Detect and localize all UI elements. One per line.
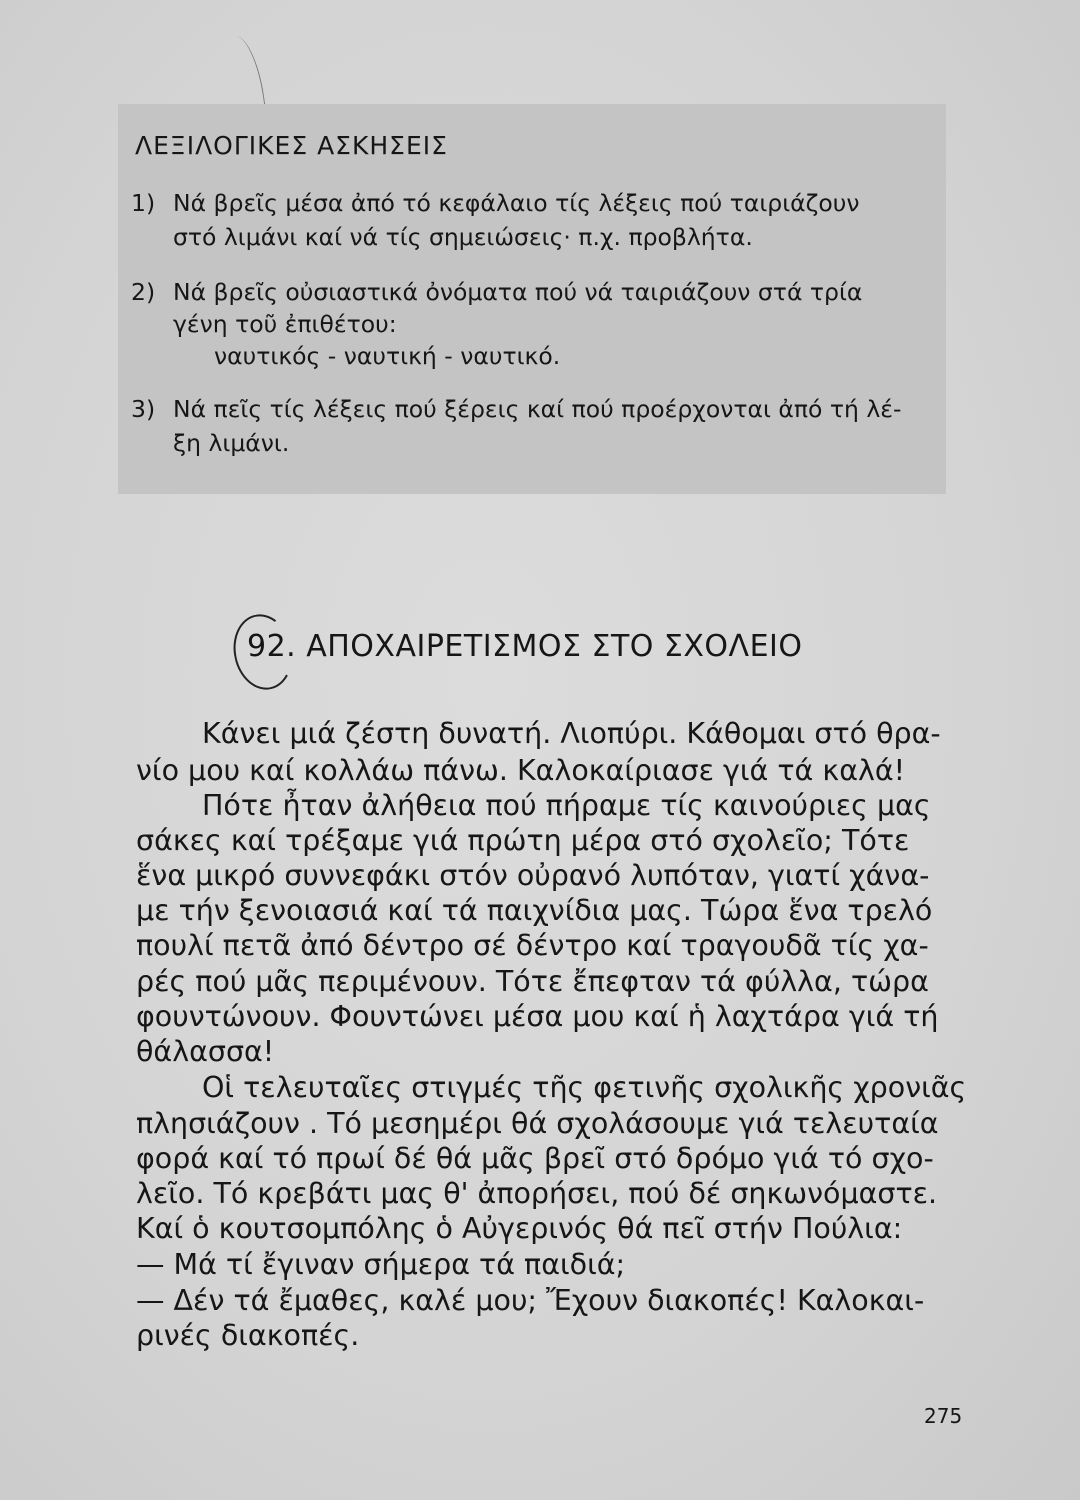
body-line-12: πλησιάζουν . Τό μεσημέρι θά σχολάσουμε γιά τελευταία: [136, 1107, 939, 1140]
chapter-title: ΑΠΟΧΑΙΡΕΤΙΣΜΟΣ ΣΤΟ ΣΧΟΛΕΙΟ: [306, 629, 803, 664]
body-line-5: ἕνα μικρό συννεφάκι στόν οὐρανό λυπόταν, γιατί χάνα-: [136, 859, 930, 892]
body-line-10: θάλασσα!: [136, 1035, 275, 1068]
body-line-4: σάκες καί τρέξαμε γιά πρώτη μέρα στό σχολεῖο; Τότε: [136, 824, 910, 857]
body-line-6: με τήν ξενοιασιά καί τά παιχνίδια μας. Τώρα ἕνα τρελό: [136, 894, 933, 927]
exercise-2-number: 2): [131, 278, 156, 306]
body-line-8: ρές πού μᾶς περιμένουν. Τότε ἔπεφταν τά φύλλα, τώρα: [136, 965, 929, 998]
page-number: 275: [924, 1404, 963, 1428]
exercise-3-number: 3): [131, 395, 156, 423]
body-line-11: Οἱ τελευταῖες στιγμές τῆς φετινῆς σχολικῆς χρονιᾶς: [202, 1071, 967, 1104]
body-line-9: φουντώνουν. Φουντώνει μέσα μου καί ἡ λαχτάρα γιά τή: [136, 1000, 939, 1033]
body-line-16: — Μά τί ἔγιναν σήμερα τά παιδιά;: [136, 1248, 626, 1281]
exercise-2-line-1: Νά βρεῖς οὐσιαστικά ὀνόματα πού νά ταιριάζουν στά τρία: [173, 278, 863, 306]
exercise-1-number: 1): [131, 189, 156, 217]
exercise-1-line-2: στό λιμάνι καί νά τίς σημειώσεις· π.χ. προβλήτα.: [173, 223, 753, 251]
body-line-1: Κάνει μιά ζέστη δυνατή. Λιοπύρι. Κάθομαι στό θρα-: [202, 717, 941, 750]
body-line-7: πουλί πετᾶ ἀπό δέντρο σέ δέντρο καί τραγουδᾶ τίς χα-: [136, 929, 929, 962]
body-line-13: φορά καί τό πρωί δέ θά μᾶς βρεῖ στό δρόμο γιά τό σχο-: [136, 1142, 934, 1175]
body-line-14: λεῖο. Τό κρεβάτι μας θ' ἀπορήσει, πού δέ σηκωνόμαστε.: [136, 1177, 938, 1210]
body-line-3: Πότε ἦταν ἀλήθεια πού πήραμε τίς καινούριες μας: [202, 789, 931, 822]
chapter-heading: [247, 629, 803, 664]
body-line-2: νίο μου καί κολλάω πάνω. Καλοκαίριασε γιά τά καλά!: [136, 754, 906, 787]
exercise-2-line-3: ναυτικός - ναυτική - ναυτικό.: [214, 342, 561, 370]
chapter-number: 92.: [247, 629, 297, 664]
exercise-1-line-1: Νά βρεῖς μέσα ἀπό τό κεφάλαιο τίς λέξεις πού ταιριάζουν: [173, 189, 860, 217]
exercise-3-line-2: ξη λιμάνι.: [173, 429, 290, 457]
body-line-15: Καί ὁ κουτσομπόλης ὁ Αὐγερινός θά πεῖ στήν Πούλια:: [136, 1212, 903, 1245]
body-line-18: ρινές διακοπές.: [136, 1319, 360, 1352]
exercise-2-line-2: γένη τοῦ ἐπιθέτου:: [173, 310, 397, 338]
exercise-title: ΛΕΞΙΛΟΓΙΚΕΣ ΑΣΚΗΣΕΙΣ: [135, 131, 448, 160]
exercise-3-line-1: Νά πεῖς τίς λέξεις πού ξέρεις καί πού προέρχονται ἀπό τή λέ-: [173, 395, 902, 423]
body-line-17: — Δέν τά ἔμαθες, καλέ μου; Ἔχουν διακοπές! Καλοκαι-: [136, 1284, 925, 1317]
